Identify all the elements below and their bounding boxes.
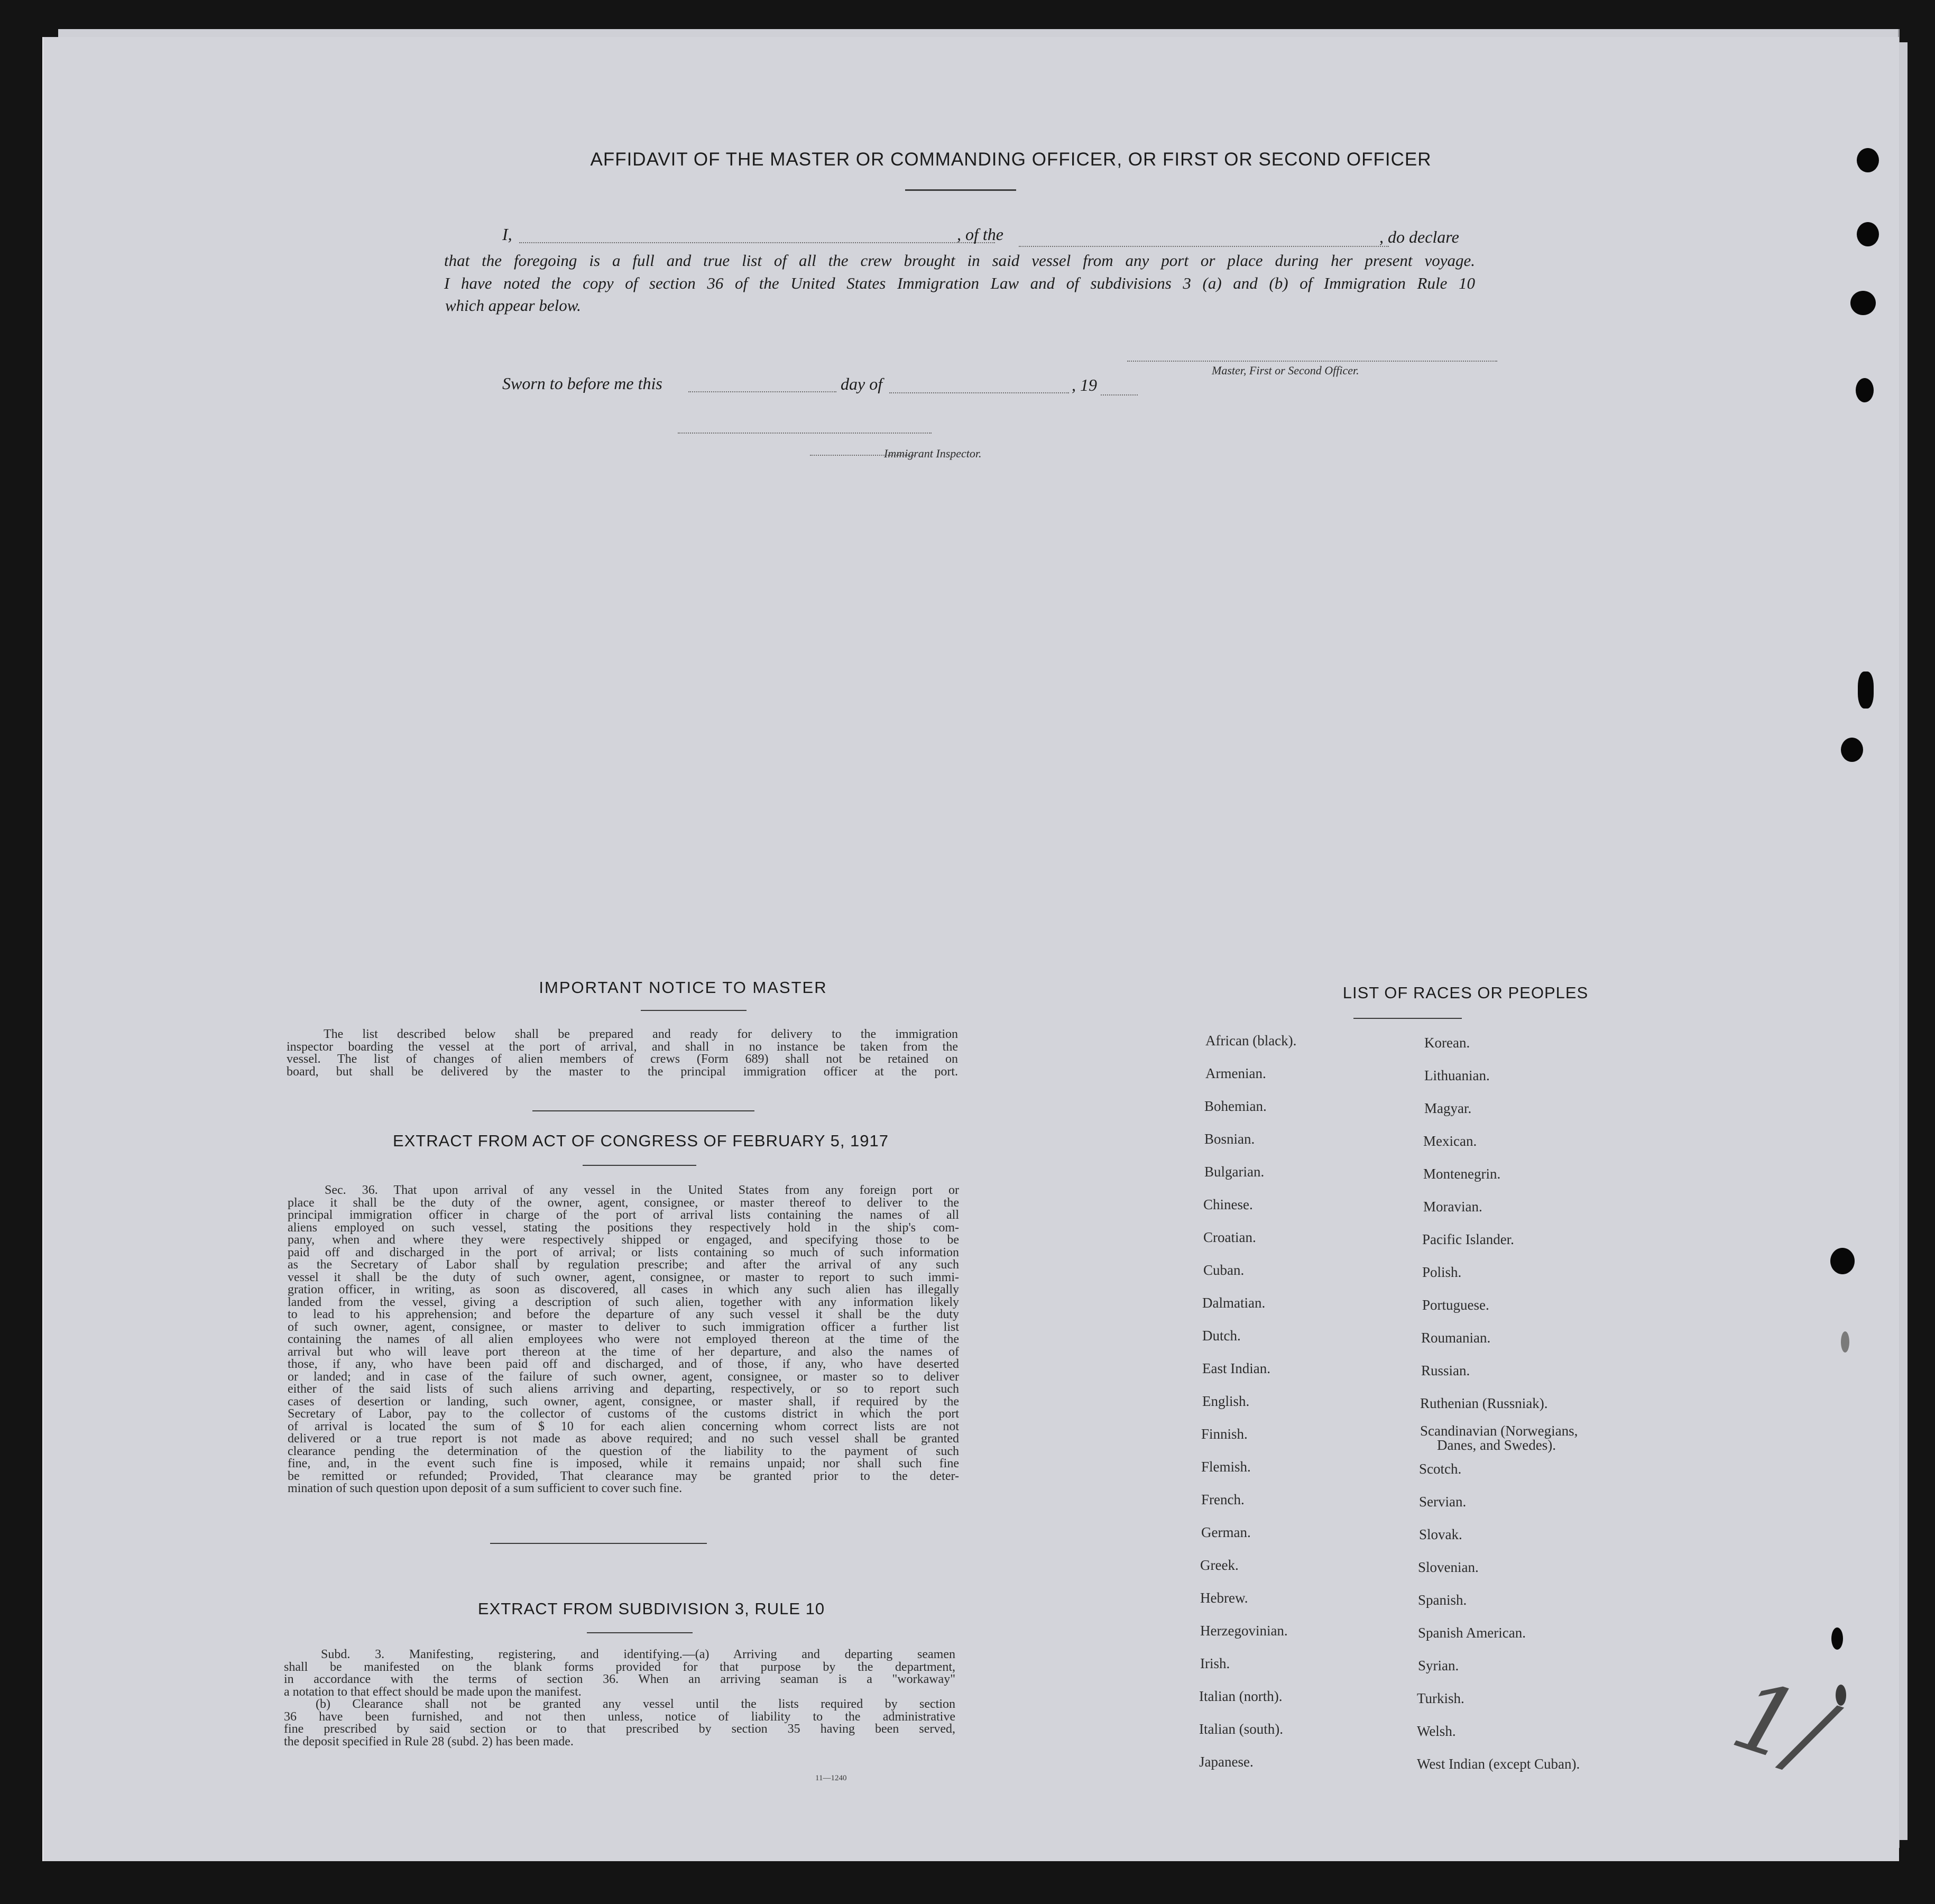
notice-underline xyxy=(641,1010,747,1011)
year-label: , 19 xyxy=(1072,375,1097,394)
act-line: aliens employed on such vessel, stating the positions they respectively hold in the ship's com- xyxy=(288,1220,959,1235)
act-underline xyxy=(583,1165,696,1166)
race-right: Russian. xyxy=(1421,1363,1470,1378)
race-left: East Indian. xyxy=(1202,1360,1270,1376)
affidavit-title: AFFIDAVIT OF THE MASTER OR COMMANDING OFFICER, OR FIRST OR SECOND OFFICER xyxy=(590,149,1432,170)
affidavit-line-2: that the foregoing is a full and true list of all the crew brought in said vessel from any port or place during her present voyage. xyxy=(444,251,1475,270)
sworn-day-field[interactable] xyxy=(688,391,836,392)
race-left: Bosnian. xyxy=(1204,1131,1255,1147)
affidavit-line-3: I have noted the copy of section 36 of the United States Immigration Law and of subdivisions 3 (a) and (b) of Immigration Rule 10 xyxy=(444,274,1475,292)
rule-line: fine prescribed by said section or to that prescribed by section 35 having been served, xyxy=(284,1722,955,1736)
act-line: of such owner, agent, consignee, or master to deliver to such immigration officer a further list xyxy=(288,1320,959,1334)
notice-line: vessel. The list of changes of alien members of crews (Form 689) shall not be retained on xyxy=(287,1052,958,1066)
title-underline xyxy=(905,189,1016,191)
declare-label: , do declare xyxy=(1379,227,1459,246)
sworn-year-field[interactable] xyxy=(1101,394,1138,395)
race-right: Roumanian. xyxy=(1421,1330,1491,1346)
affidavit-line-4: which appear below. xyxy=(445,296,581,315)
notice-line: The list described below shall be prepared and ready for delivery to the immigration xyxy=(324,1027,958,1041)
race-left: African (black). xyxy=(1205,1033,1297,1048)
notice-line: inspector boarding the vessel at the port of arrival, and shall in no instance be taken from the xyxy=(287,1040,958,1054)
race-right: Magyar. xyxy=(1424,1100,1472,1116)
binder-hole xyxy=(1841,738,1863,762)
act-line: delivered or a true report is not made as above required; and no such vessel shall be granted xyxy=(288,1432,959,1446)
notice-divider xyxy=(532,1110,754,1111)
rule-line: in accordance with the terms of section 36. When an arriving seaman is a "workaway" xyxy=(284,1672,955,1686)
race-left: German. xyxy=(1201,1524,1251,1540)
notice-body xyxy=(287,1028,958,1078)
race-right: Montenegrin. xyxy=(1423,1166,1501,1182)
act-line: place it shall be the duty of the owner, agent, consignee, or master thereof to deliver to the xyxy=(288,1195,959,1210)
race-left: Croatian. xyxy=(1203,1229,1256,1245)
act-line: cases of desertion or landing, such owner, agent, consignee, or master shall, if required by the xyxy=(288,1394,959,1409)
race-right-continuation: Danes, and Swedes). xyxy=(1437,1437,1556,1453)
master-signature-label: Master, First or Second Officer. xyxy=(1212,364,1359,377)
race-right: Polish. xyxy=(1422,1264,1462,1280)
act-line: those, if any, who have been paid off and discharged, and of those, if any, who have deserted xyxy=(288,1357,959,1371)
race-left: Dalmatian. xyxy=(1202,1295,1266,1311)
act-line: arrival but who will leave port thereon at the time of her departure, and also the names of xyxy=(288,1345,959,1359)
binder-hole xyxy=(1831,1627,1843,1650)
act-line: gration officer, in writing, as soon as discovered, all cases in which any such alien has illegally xyxy=(288,1283,959,1296)
vessel-name-field[interactable] xyxy=(1019,246,1389,247)
race-left: Italian (north). xyxy=(1199,1688,1283,1704)
race-right: Lithuanian. xyxy=(1424,1068,1490,1083)
binder-hole xyxy=(1857,222,1879,246)
act-title: EXTRACT FROM ACT OF CONGRESS OF FEBRUARY 5, 1917 xyxy=(392,1132,889,1150)
act-line: or landed; and in case of the failure of such owner, agent, consignee, or master so to deliver xyxy=(288,1369,959,1384)
sworn-label: Sworn to before me this xyxy=(502,374,662,393)
of-the-label: , of the xyxy=(957,225,1003,244)
race-left: French. xyxy=(1201,1492,1245,1507)
race-right: Welsh. xyxy=(1417,1723,1456,1739)
act-line: landed from the vessel, giving a description of such alien, together with any information likely xyxy=(288,1295,959,1309)
rule-body xyxy=(284,1649,955,1748)
race-left: Hebrew. xyxy=(1200,1590,1248,1606)
race-right: Ruthenian (Russniak). xyxy=(1420,1395,1548,1411)
race-left: Dutch. xyxy=(1202,1328,1241,1344)
binder-hole xyxy=(1858,672,1874,709)
race-left: Italian (south). xyxy=(1199,1721,1283,1737)
rule-title: EXTRACT FROM SUBDIVISION 3, RULE 10 xyxy=(477,1599,825,1618)
race-right: West Indian (except Cuban). xyxy=(1417,1756,1580,1772)
act-line: either of the said lists of such aliens arriving and departing, respectively, or so to report such xyxy=(288,1382,959,1396)
inspector-signature-line[interactable] xyxy=(678,433,932,434)
act-line: principal immigration officer in charge of the port of arrival lists containing the names of all xyxy=(288,1208,959,1222)
race-right: Servian. xyxy=(1419,1494,1467,1510)
rule-line: the deposit specified in Rule 28 (subd. 2) has been made. xyxy=(284,1734,574,1749)
races-underline xyxy=(1353,1018,1462,1019)
binder-hole xyxy=(1830,1248,1855,1274)
race-right: Scotch. xyxy=(1419,1461,1462,1477)
race-left: Japanese. xyxy=(1199,1754,1254,1770)
race-right: Slovenian. xyxy=(1418,1559,1479,1575)
notice-line: board, but shall be delivered by the master to the principal immigration officer at the port. xyxy=(287,1064,958,1079)
race-left: Flemish. xyxy=(1201,1459,1251,1475)
master-signature-line[interactable] xyxy=(1127,361,1497,362)
notice-title: IMPORTANT NOTICE TO MASTER xyxy=(539,978,827,997)
rule-line: shall be manifested on the blank forms provided for that purpose by the department, xyxy=(284,1660,955,1674)
race-left: Greek. xyxy=(1200,1557,1239,1573)
act-line: vessel it shall be the duty of such owner, agent, consignee, or master to report to such immi- xyxy=(288,1270,959,1284)
act-line: of arrival is located the sum of $ 10 for each alien concerning whom correct lists are not xyxy=(288,1419,959,1433)
act-divider xyxy=(490,1543,707,1544)
race-right: Mexican. xyxy=(1423,1133,1477,1149)
binder-hole xyxy=(1856,378,1874,402)
act-line: as the Secretary of Labor shall by regulation prescribe; and after the arrival of any such xyxy=(288,1258,959,1272)
inspector-signature-label: Immigrant Inspector. xyxy=(884,447,982,460)
rule-line: a notation to that effect should be made upon the manifest. xyxy=(284,1685,582,1699)
race-left: English. xyxy=(1202,1393,1250,1409)
act-line: to lead to his apprehension; and before the departure of any such vessel it shall be the duty xyxy=(288,1308,959,1321)
race-left: Finnish. xyxy=(1201,1426,1248,1442)
act-line: Sec. 36. That upon arrival of any vessel in the United States from any foreign port or xyxy=(325,1183,959,1197)
race-left: Bulgarian. xyxy=(1204,1164,1265,1180)
act-line: fine, and, in the event such fine is imposed, while it remains unpaid; nor shall such fine xyxy=(288,1457,959,1470)
binder-hole xyxy=(1850,291,1876,315)
race-left: Irish. xyxy=(1200,1655,1230,1671)
rule-underline xyxy=(587,1632,693,1633)
race-right: Turkish. xyxy=(1417,1690,1464,1706)
binder-hole xyxy=(1841,1331,1849,1353)
act-line: clearance pending the determination of the question of the liability to the payment of such xyxy=(288,1444,959,1458)
declarant-label: I, xyxy=(502,225,512,244)
day-of-label: day of xyxy=(841,374,883,393)
rule-line: Subd. 3. Manifesting, registering, and identifying.—(a) Arriving and departing seamen xyxy=(321,1648,955,1661)
act-line: mination of such question upon deposit of a sum sufficient to cover such fine. xyxy=(288,1482,683,1495)
rule-line: (b) Clearance shall not be granted any vessel until the lists required by section xyxy=(316,1697,955,1711)
act-line: be remitted or refunded; Provided, That clearance may be granted prior to the deter- xyxy=(288,1469,959,1483)
race-right: Syrian. xyxy=(1418,1658,1459,1673)
race-left: Cuban. xyxy=(1203,1262,1245,1278)
races-title: LIST OF RACES OR PEOPLES xyxy=(1342,983,1589,1002)
race-left: Herzegovinian. xyxy=(1200,1623,1288,1639)
race-right: Korean. xyxy=(1424,1035,1470,1051)
sworn-month-field[interactable] xyxy=(889,392,1069,393)
race-right: Spanish American. xyxy=(1418,1625,1526,1641)
binder-hole xyxy=(1857,148,1879,172)
race-right: Pacific Islander. xyxy=(1422,1231,1514,1247)
act-line: pany, when and where they were respectively shipped or engaged, and specifying those to be xyxy=(288,1233,959,1247)
race-left: Bohemian. xyxy=(1204,1098,1267,1114)
act-line: paid off and discharged in the port of arrival; or lists containing so much of such information xyxy=(288,1245,959,1259)
race-left: Armenian. xyxy=(1205,1065,1266,1081)
race-right: Slovak. xyxy=(1419,1526,1462,1542)
race-right: Portuguese. xyxy=(1422,1297,1489,1313)
declarant-name-field[interactable] xyxy=(519,242,995,243)
act-line: containing the names of all alien employees who were not employed thereon at the time of the xyxy=(288,1332,959,1346)
act-line: Secretary of Labor, pay to the collector of customs of the customs district in which the port xyxy=(288,1407,959,1421)
race-right: Moravian. xyxy=(1423,1199,1482,1215)
race-right: Spanish. xyxy=(1418,1592,1467,1608)
race-right: Scandinavian (Norwegians, xyxy=(1420,1423,1578,1439)
form-number: 11—1240 xyxy=(815,1774,847,1782)
race-left: Chinese. xyxy=(1203,1197,1253,1212)
handwritten-mark: 1/ xyxy=(1720,1659,1843,1793)
act-body xyxy=(288,1184,959,1495)
manifest-page xyxy=(42,37,1899,1861)
rule-line: 36 have been furnished, and not then unless, notice of liability to the administrative xyxy=(284,1709,955,1724)
